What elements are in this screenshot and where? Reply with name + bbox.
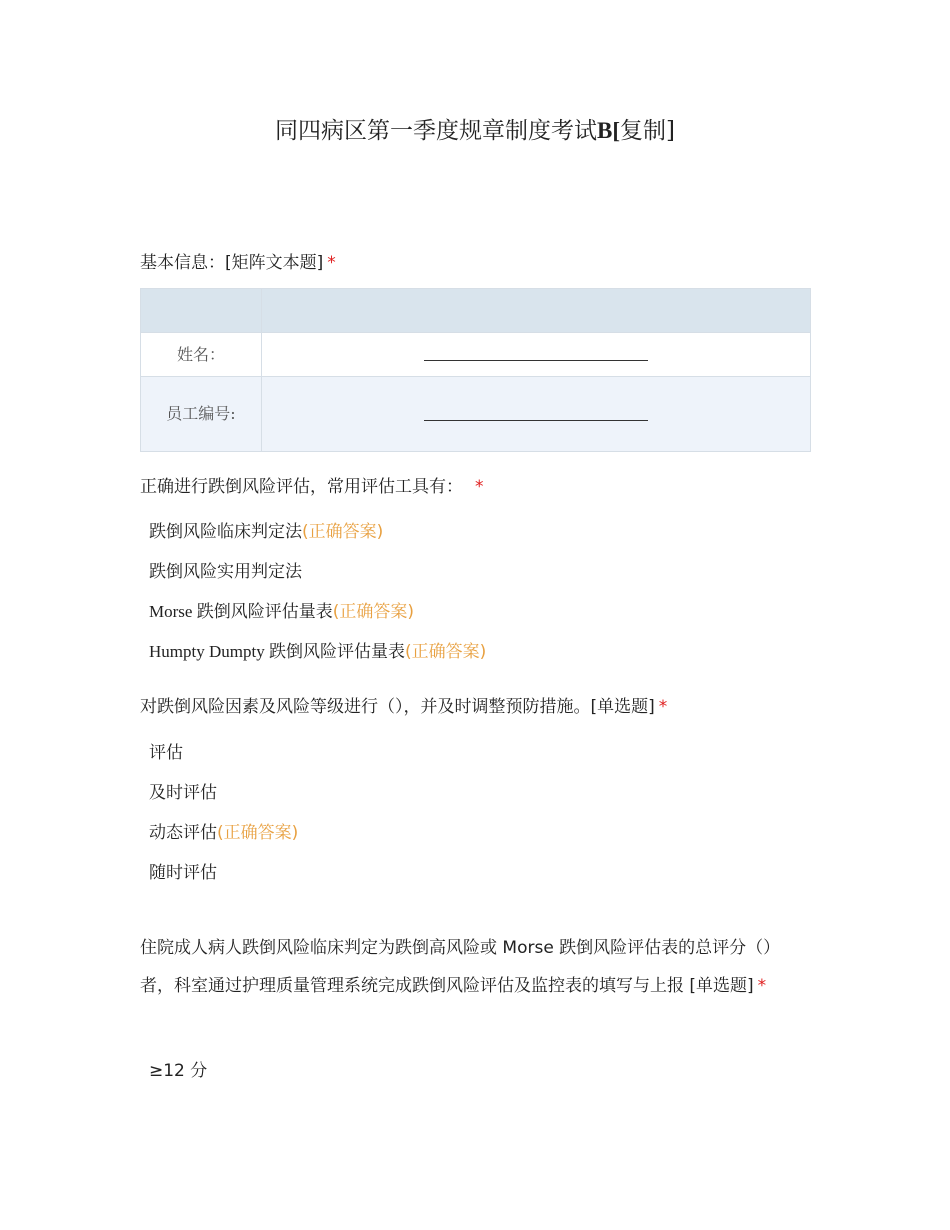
option-text: 跌倒风险评估量表	[268, 642, 405, 662]
option[interactable]	[149, 520, 383, 544]
option-text: 评估	[149, 743, 183, 763]
question-3-text: 对跌倒风险因素及风险等级进行（），并及时调整预防措施。[单选题]	[140, 697, 655, 717]
required-mark: *	[475, 477, 484, 497]
question-1-text: 基本信息：[矩阵文本题]	[140, 253, 324, 273]
matrix-header-row	[141, 289, 811, 333]
option-text: 跌倒风险评估量表	[196, 602, 333, 622]
matrix-row-label: 姓名：	[141, 333, 262, 377]
option-text: 动态评估	[149, 823, 217, 843]
option[interactable]	[149, 600, 414, 624]
option-text: 跌倒风险实用判定法	[149, 562, 302, 582]
title-suffix: 复制]	[620, 118, 675, 144]
page-title	[0, 112, 950, 145]
question-4-text: 住院成人病人跌倒风险临床判定为跌倒高风险或 Morse 跌倒风险评估表的总评分（）者，科室通过护理质量管理系统完成跌倒风险评估及监控表的填写与上报 [单选题]	[140, 938, 781, 996]
correct-answer-label: (正确答案)	[217, 823, 299, 843]
correct-answer-label: (正确答案)	[404, 642, 487, 662]
matrix-row-employee-id	[141, 377, 811, 452]
correct-answer-label: (正确答案)	[332, 602, 414, 622]
name-input[interactable]	[262, 333, 811, 377]
question-1	[140, 244, 812, 282]
required-mark: *	[327, 253, 336, 273]
correct-answer-label: (正确答案)	[302, 522, 384, 542]
option[interactable]	[149, 560, 302, 584]
option-text: 跌倒风险临床判定法	[149, 522, 302, 542]
matrix-header-field	[262, 289, 811, 333]
matrix-row-label: 员工编号:	[141, 377, 262, 452]
required-mark: *	[658, 697, 668, 717]
title-bold: B[	[597, 118, 620, 143]
option[interactable]	[149, 741, 183, 765]
option[interactable]	[149, 821, 298, 845]
question-2-text: 正确进行跌倒风险评估，常用评估工具有：	[140, 477, 463, 497]
option-text: ≥12 分	[149, 1061, 208, 1081]
option-text: 及时评估	[149, 783, 217, 803]
option[interactable]	[149, 781, 217, 805]
option-text: 随时评估	[149, 863, 217, 883]
question-3	[140, 688, 812, 726]
required-mark: *	[757, 976, 767, 996]
title-main: 同四病区第一季度规章制度考试	[275, 118, 597, 144]
question-2	[140, 468, 812, 506]
option-prefix: Morse	[149, 602, 197, 621]
option[interactable]	[149, 640, 486, 664]
option[interactable]	[149, 1059, 207, 1083]
matrix-row-name	[141, 333, 811, 377]
matrix-table	[140, 288, 811, 452]
input-underline	[424, 412, 648, 421]
employee-id-input[interactable]	[262, 377, 811, 452]
option-prefix: Humpty Dumpty	[149, 642, 269, 661]
option[interactable]	[149, 861, 217, 885]
input-underline	[424, 352, 648, 361]
question-4	[140, 929, 812, 1005]
matrix-header-label	[141, 289, 262, 333]
